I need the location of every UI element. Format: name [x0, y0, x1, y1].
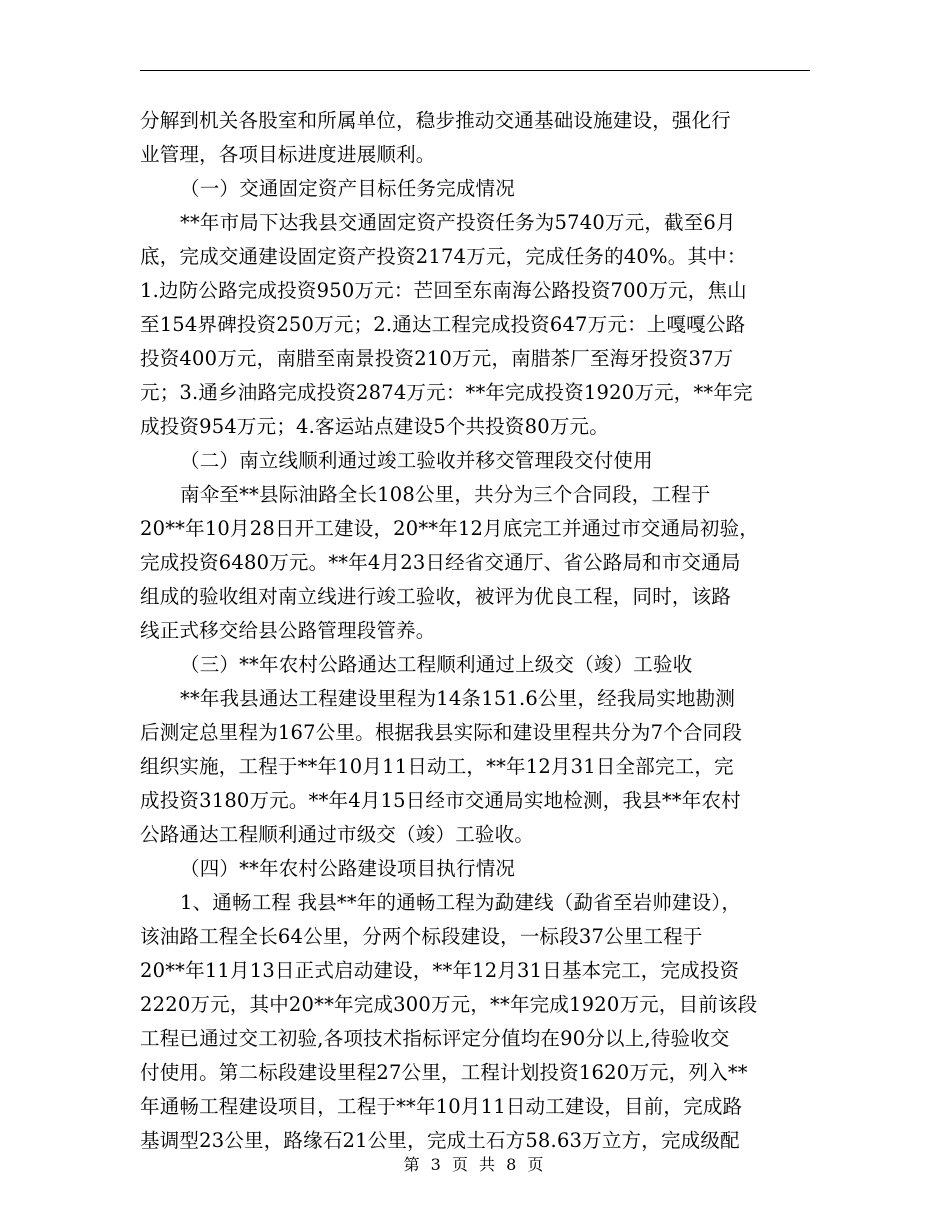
text-line: 公路通达工程顺利通过市级交（竣）工验收。	[140, 823, 535, 846]
text-line: 1、通畅工程 我县**年的通畅工程为勐建线（勐省至岩帅建设），	[180, 891, 742, 914]
text-line: 后测定总里程为167公里。根据我县实际和建设里程共分为7个合同段	[140, 721, 743, 744]
text-line: （二）南立线顺利通过竣工验收并移交管理段交付使用	[180, 449, 653, 472]
text-line: 组成的验收组对南立线进行竣工验收，被评为优良工程，同时，该路	[140, 585, 732, 608]
text-line: 业管理，各项目标进度进展顺利。	[140, 143, 436, 166]
text-line: 分解到机关各股室和所属单位，稳步推动交通基础设施建设，强化行	[140, 109, 732, 132]
text-line: 付使用。第二标段建设里程27公里，工程计划投资1620万元，列入**	[140, 1061, 748, 1084]
header-rule	[140, 70, 810, 71]
text-line: （三）**年农村公路通达工程顺利通过上级交（竣）工验收	[180, 653, 693, 676]
text-line: 组织实施，工程于**年10月11日动工，**年12月31日全部完工，完	[140, 755, 734, 778]
text-line: **年我县通达工程建设里程为14条151.6公里，经我局实地勘测	[180, 687, 736, 710]
text-line: 该油路工程全长64公里，分两个标段建设，一标段37公里工程于	[140, 925, 703, 948]
text-line: 年通畅工程建设项目，工程于**年10月11日动工建设，目前，完成路	[140, 1095, 743, 1118]
document-body	[140, 104, 820, 1158]
text-line: 投资400万元，南腊至南景投资210万元，南腊茶厂至海牙投资37万	[140, 347, 734, 370]
text-line: 1.边防公路完成投资950万元：芒回至东南海公路投资700万元，焦山	[140, 279, 747, 302]
text-line: 工程已通过交工初验,各项技术指标评定分值均在90分以上,待验收交	[140, 1027, 730, 1050]
text-line: （一）交通固定资产目标任务完成情况	[180, 177, 515, 200]
page-footer: 第 3 页 共 8 页	[403, 1155, 547, 1174]
text-line: 至154界碑投资250万元；2.通达工程完成投资647万元：上嘎嘎公路	[140, 313, 746, 336]
text-line: 基调型23公里，路缘石21公里，完成土石方58.63万立方，完成级配	[140, 1129, 740, 1152]
text-line: 20**年10月28日开工建设，20**年12月底完工并通过市交通局初验，	[140, 517, 759, 540]
text-line: 完成投资6480万元。**年4月23日经省交通厅、省公路局和市交通局	[140, 551, 741, 574]
text-line: 线正式移交给县公路管理段管养。	[140, 619, 436, 642]
text-line: （四）**年农村公路建设项目执行情况	[180, 857, 516, 880]
text-line: 元；3.通乡油路完成投资2874万元：**年完成投资1920万元，**年完	[140, 381, 753, 404]
text-line: **年市局下达我县交通固定资产投资任务为5740万元，截至6月	[180, 211, 736, 234]
text-line: 成投资954万元；4.客运站点建设5个共投资80万元。	[140, 415, 609, 438]
text-line: 底，完成交通建设固定资产投资2174万元，完成任务的40%。其中：	[140, 245, 747, 268]
text-line: 成投资3180万元。**年4月15日经市交通局实地检测，我县**年农村	[140, 789, 741, 812]
text-line: 20**年11月13日正式启动建设，**年12月31日基本完工，完成投资	[140, 959, 740, 982]
text-line: 南伞至**县际油路全长108公里，共分为三个合同段，工程于	[180, 483, 711, 506]
text-line: 2220万元，其中20**年完成300万元，**年完成1920万元，目前该段	[140, 993, 758, 1016]
